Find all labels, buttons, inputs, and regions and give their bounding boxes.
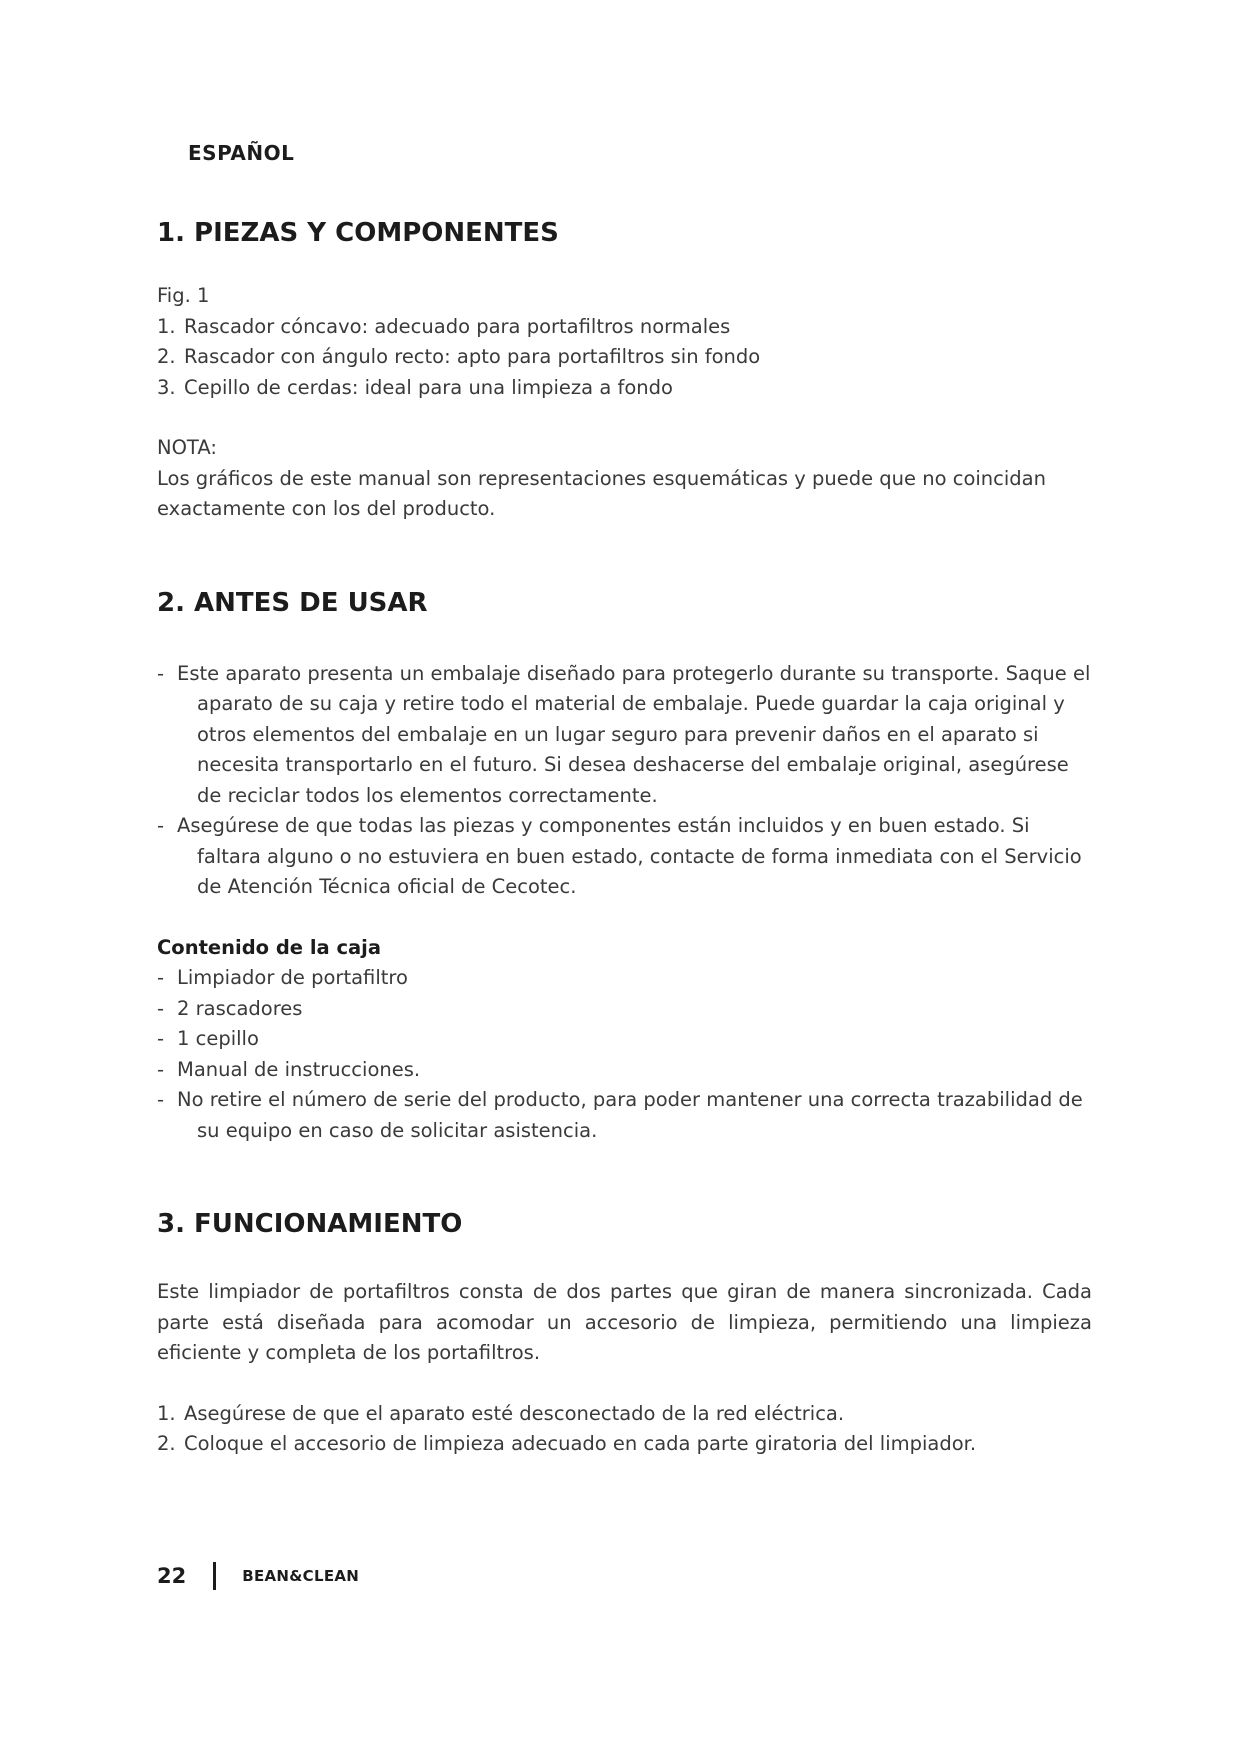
list-item: - 2 rascadores	[157, 996, 303, 1020]
page-footer	[157, 1560, 359, 1592]
list-item: 1. Rascador cóncavo: adecuado para portafiltros normales	[157, 314, 731, 338]
list-item: - 1 cepillo	[157, 1027, 259, 1050]
section-title: 1. PIEZAS Y COMPONENTES	[157, 218, 559, 248]
section-title: 3. FUNCIONAMIENTO	[157, 1209, 463, 1239]
section-operation	[157, 1204, 1092, 1460]
list-item: - Manual de instrucciones.	[157, 1057, 421, 1081]
list-item: - Este aparato presenta un embalaje diseñado para protegerlo durante su transporte. Saque el aparato de su caja y retire todo el material de embalaje. Puede guardar la caja original y otros elementos del embalaje en un lugar seguro para prevenir daños en el aparato si necesita transportarlo en el futuro. Si desea deshacerse del embalaje original, asegúrese de reciclar todos los elementos correctamente.	[157, 661, 1091, 807]
list-item: - Limpiador de portafiltro	[157, 966, 408, 989]
note-text: Los gráficos de este manual son representaciones esquemáticas y puede que no coincidan exactamente con los del producto.	[157, 466, 1046, 520]
footer-divider	[213, 1562, 216, 1590]
page-content	[157, 213, 1092, 1460]
list-item: 3. Cepillo de cerdas: ideal para una limpieza a fondo	[157, 375, 673, 399]
section-title: 2. ANTES DE USAR	[157, 587, 428, 618]
brand-name: BEAN&CLEAN	[242, 1567, 360, 1585]
note-label: NOTA:	[157, 436, 217, 459]
figure-reference: Fig. 1	[157, 284, 210, 307]
box-contents-list	[157, 963, 1092, 1085]
operation-intro: Este limpiador de portafiltros consta de dos partes que giran de manera sincronizada. Cada parte está diseñada para acomodar un accesorio de limpieza, permitiendo una limpieza eficiente y completa de los portafiltros.	[157, 1280, 1092, 1364]
language-label: ESPAÑOL	[188, 141, 295, 165]
list-item: 2. Rascador con ángulo recto: apto para portafiltros sin fondo	[157, 345, 761, 368]
section-before-use	[157, 583, 1092, 1147]
list-item: 2. Coloque el accesorio de limpieza adecuado en cada parte giratoria del limpiador.	[157, 1432, 977, 1455]
page-number: 22	[157, 1564, 187, 1588]
parts-list	[157, 312, 1092, 404]
serial-note-list	[157, 1085, 1092, 1146]
section-parts-components	[157, 213, 1092, 525]
list-item: - No retire el número de serie del producto, para poder mantener una correcta trazabilidad de su equipo en caso de solicitar asistencia.	[157, 1088, 1083, 1142]
preparation-list	[157, 659, 1092, 903]
box-contents-title: Contenido de la caja	[157, 935, 382, 959]
list-item: - Asegúrese de que todas las piezas y componentes están incluidos y en buen estado. Si faltara alguno o no estuviera en buen estado, contacte de forma inmediata con el Servicio de Atención Técnica oficial de Cecotec.	[157, 814, 1082, 898]
operation-steps	[157, 1399, 1092, 1460]
list-item: 1. Asegúrese de que el aparato esté desconectado de la red eléctrica.	[157, 1401, 845, 1425]
